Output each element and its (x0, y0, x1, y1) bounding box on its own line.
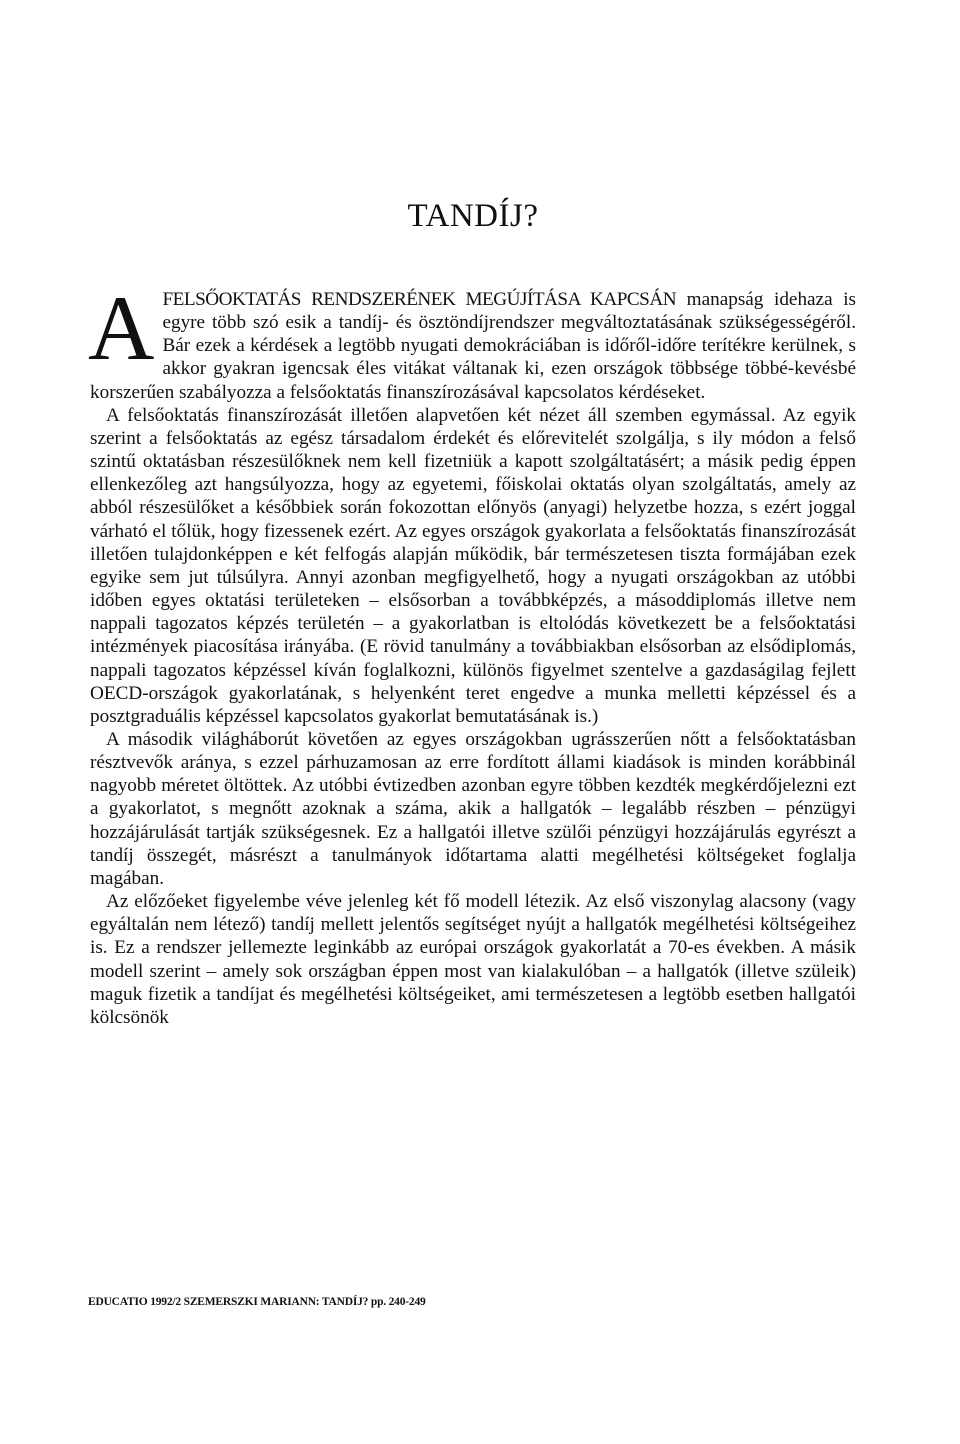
paragraph-1-text: manapság idehaza is egyre több szó esik a tandíj- és ösztöndíjrendszer megváltoztatásának szükségességéről. Bár ezek a kérdések a legtöbb nyugati demokráciában is időről-időre terítékre kerülnek, s akkor gyakran igencsak éles vitákat váltanak ki, ezen országok többsége többé-kevésbé korszerűen szabályozza a felsőoktatás finanszírozásával kapcsolatos kérdéseket. (90, 289, 856, 403)
document-page (88, 0, 858, 1444)
lead-caps: FELSŐOKTATÁS RENDSZERÉNEK MEGÚJÍTÁSA KAPCSÁN (162, 289, 677, 310)
paragraph-4: Az előzőeket figyelembe véve jelenleg két fő modell létezik. Az első viszonylag alacsony (vagy egyáltalán nem létező) tandíj mellett jelentős segítséget nyújt a hallgatók megélhetési költségeihez is. Ez a rendszer jellemezte leginkább az európai országok gyakorlatát a 70-es években. A másik modell szerint – amely sok országban éppen most van kialakulóban – a hallgatók (illetve szüleik) maguk fizetik a tandíjat és megélhetési költségeiket, ami természetesen a legtöbb esetben hallgatói kölcsönök (90, 891, 856, 1028)
drop-cap: A (88, 277, 155, 379)
paragraph-1 (88, 277, 856, 404)
paragraph-2: A felsőoktatás finanszírozását illetően alapvetően két nézet áll szemben egymással. Az egyik szerint a felsőoktatás az egész társadalom érdekét és előrevitelét szolgálja, s ily módon a felső szintű oktatásban részesülőknek nem kell fizetniük a kapott szolgáltatásért; a másik pedig éppen ellenkezőleg azt hangsúlyozza, hogy az egyetemi, főiskolai oktatás olyan szolgáltatás, amely az abból részesülőket a későbbiek során fokozottan előnyös (anyagi) helyzetbe hozza, s ezért joggal várható el tőlük, hogy fizessenek ezért. Az egyes országok gyakorlata a felsőoktatás finanszírozását illetően tulajdonképpen e két felfogás alapján működik, bár természetesen tiszta formájában ezek egyike sem jut túlsúlyra. Annyi azonban megfigyelhető, hogy a nyugati országokban az utóbbi időben egyes oktatási területeken – elsősorban a továbbképzés, a másoddiplomás illetve nem nappali tagozatos képzés területén – a gyakorlatban is eltolódás következett be a felsőoktatási intézmények piacosítása irányába. (E rövid tanulmány a továbbiakban elsősorban az elsődiplomás, nappali tagozatos képzéssel kíván foglalkozni, különös figyelmet szentelve a gazdaságilag fejlett OECD-országok gyakorlatának, s helyenként teret engedve a munka melletti képzéssel és a posztgraduális képzéssel kapcsolatos gyakorlat bemutatásának is.) (90, 404, 856, 727)
page-title: TANDÍJ? (407, 198, 539, 234)
article-body (88, 277, 856, 1029)
paragraph-3: A második világháborút követően az egyes országokban ugrásszerűen nőtt a felsőoktatásban résztvevők aránya, s ezzel párhuzamosan az erre fordított állami kiadások is minden korábbinál nagyobb méretet öltöttek. Az utóbbi évtizedben azonban egyre többen kezdték megkérdőjelezni ezt a gyakorlatot, s megnőtt azoknak a száma, akik a hallgatók – legalább részben – pénzügyi hozzájárulását tartják szükségesnek. Ez a hallgatói illetve szülői pénzügyi hozzájárulás egyrészt a tandíj összegét, másrészt a tanulmányok időtartama alatti megélhetési költségeket foglalja magában. (90, 728, 856, 889)
page-footer-citation: EDUCATIO 1992/2 SZEMERSZKI MARIANN: TANDÍJ? pp. 240-249 (88, 1296, 426, 1308)
